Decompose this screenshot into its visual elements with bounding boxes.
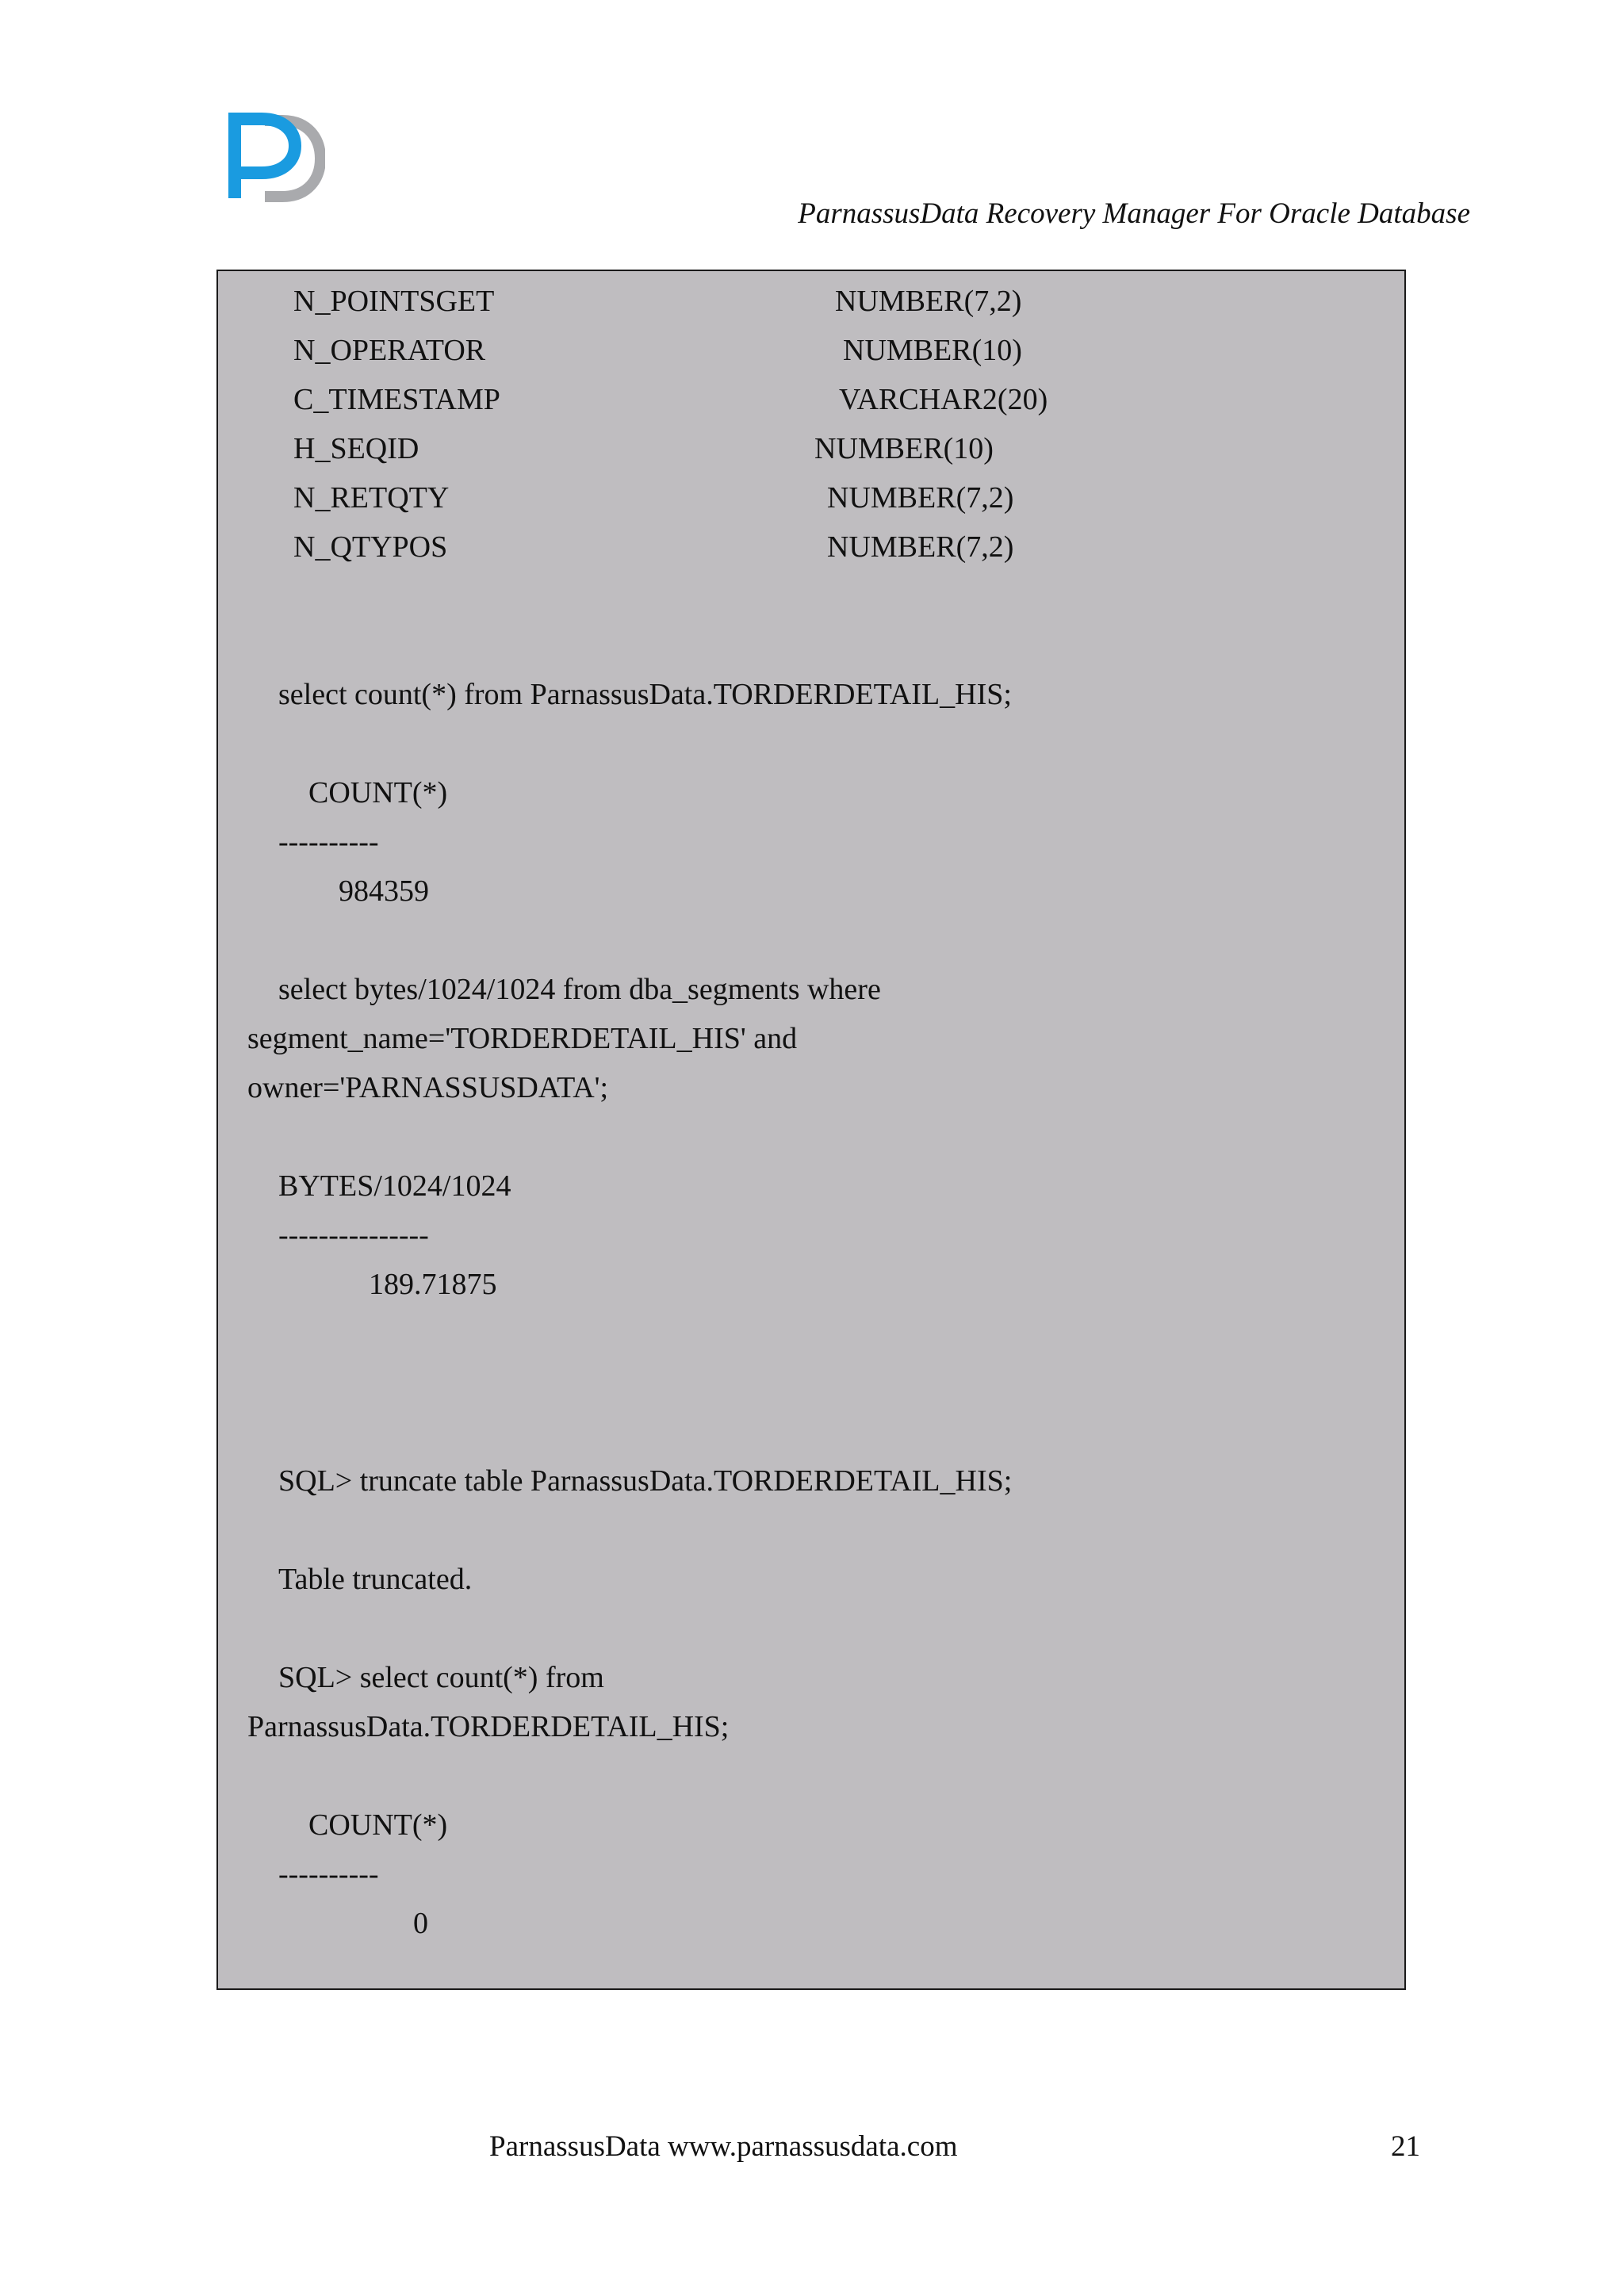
sql-command: SQL> select count(*) from (278, 1661, 604, 1694)
column-type: NUMBER(7,2) (827, 481, 1014, 515)
logo-p-shape (235, 119, 295, 198)
code-block (216, 270, 1406, 1990)
sql-query: select count(*) from ParnassusData.TORDERDETAIL_HIS; (278, 678, 1012, 711)
document-header-title: ParnassusData Recovery Manager For Oracle Database (798, 197, 1470, 230)
column-name: C_TIMESTAMP (293, 383, 500, 416)
sql-command: SQL> truncate table ParnassusData.TORDERDETAIL_HIS; (278, 1464, 1013, 1498)
column-type: NUMBER(10) (843, 334, 1022, 367)
result-value: 0 (413, 1907, 428, 1940)
column-name: N_POINTSGET (293, 285, 495, 318)
result-header: COUNT(*) (308, 776, 448, 809)
parnassusdata-logo (225, 111, 325, 206)
footer-text: ParnassusData www.parnassusdata.com (489, 2130, 958, 2163)
result-header: COUNT(*) (308, 1808, 448, 1842)
column-name: N_RETQTY (293, 481, 450, 515)
column-name: N_QTYPOS (293, 530, 448, 564)
result-value: 189.71875 (369, 1268, 497, 1301)
sql-query: select bytes/1024/1024 from dba_segments where (278, 973, 881, 1006)
result-value: 984359 (339, 874, 429, 908)
column-type: VARCHAR2(20) (839, 383, 1048, 416)
column-type: NUMBER(10) (814, 432, 994, 465)
result-separator: ---------- (278, 825, 379, 859)
column-type: NUMBER(7,2) (827, 530, 1014, 564)
result-header: BYTES/1024/1024 (278, 1169, 511, 1203)
page-number: 21 (1391, 2130, 1420, 2163)
sql-query: owner='PARNASSUSDATA'; (247, 1071, 609, 1104)
sql-query: segment_name='TORDERDETAIL_HIS' and (247, 1022, 798, 1055)
column-type: NUMBER(7,2) (835, 285, 1022, 318)
sql-output: Table truncated. (278, 1563, 473, 1596)
sql-command: ParnassusData.TORDERDETAIL_HIS; (247, 1710, 730, 1743)
column-name: N_OPERATOR (293, 334, 486, 367)
result-separator: ---------- (278, 1858, 379, 1891)
result-separator: --------------- (278, 1219, 429, 1252)
column-name: H_SEQID (293, 432, 419, 465)
